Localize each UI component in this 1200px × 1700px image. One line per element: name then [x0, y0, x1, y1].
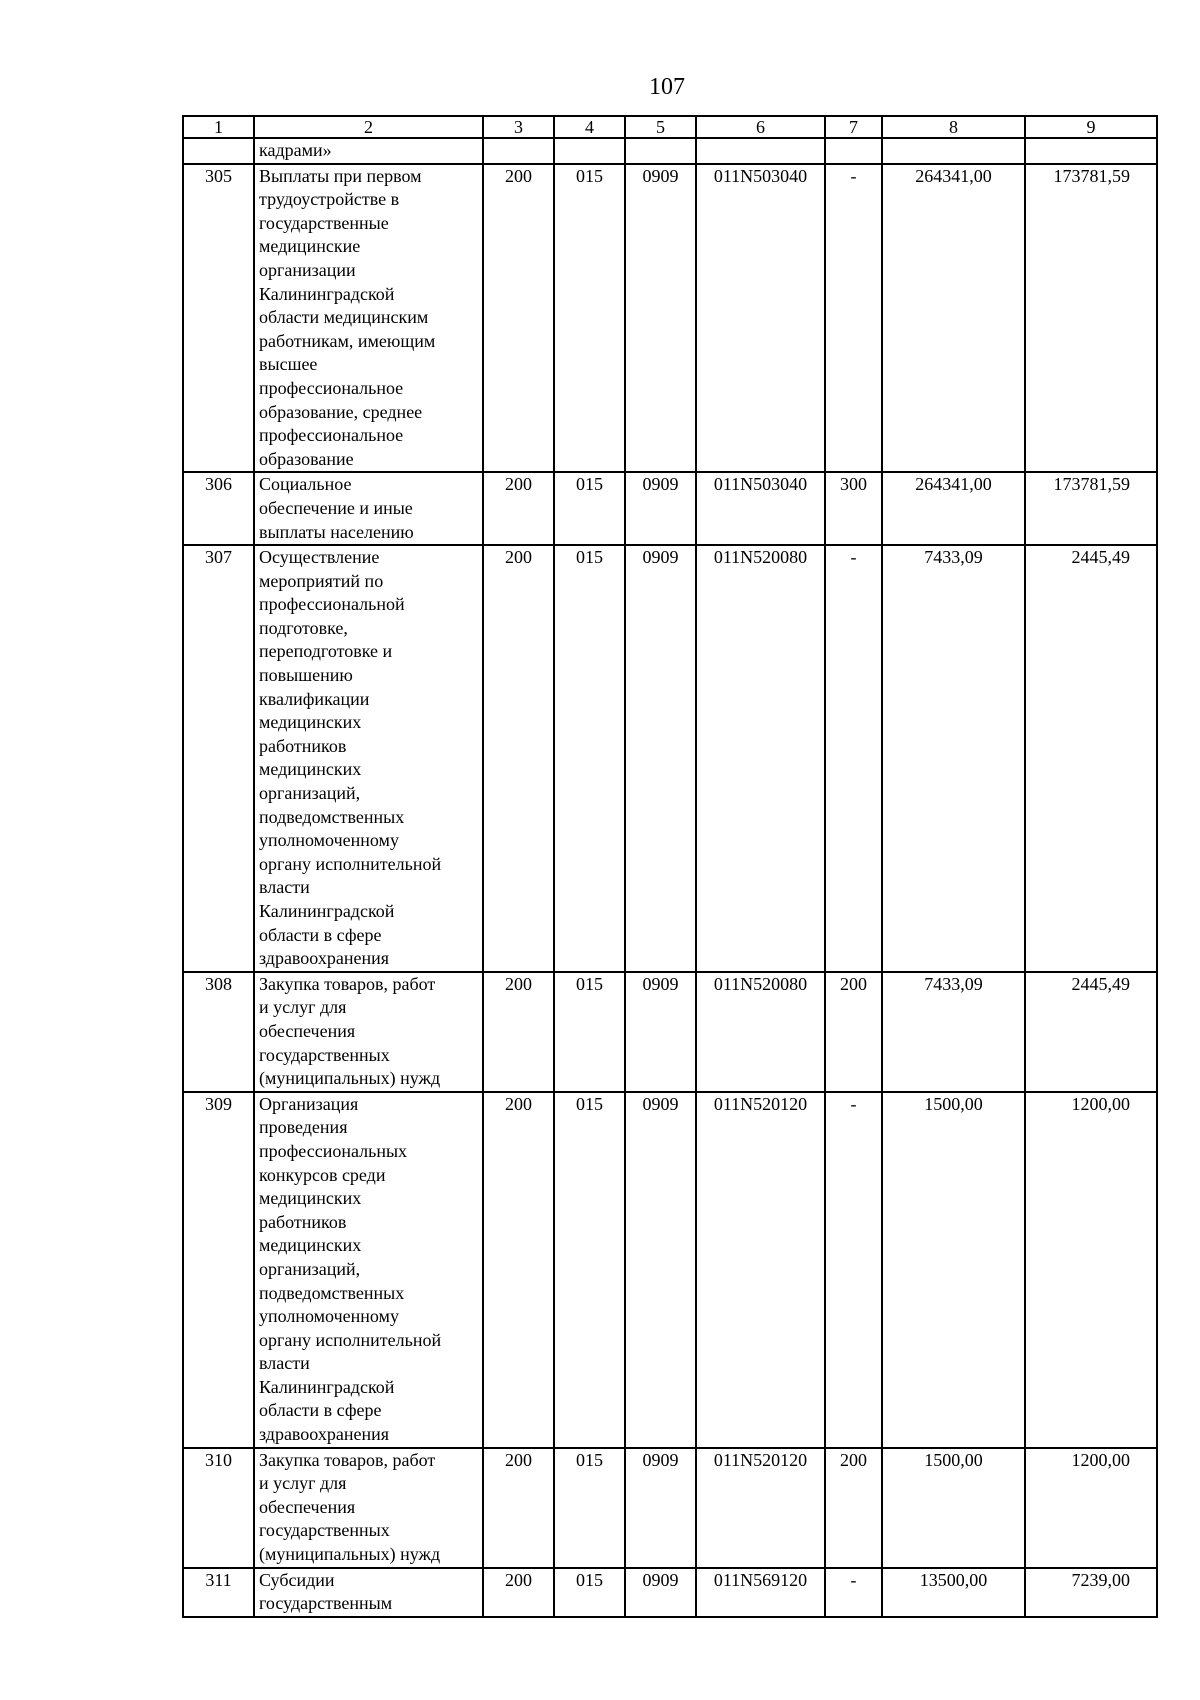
- row-name-line: обеспечения: [259, 1020, 356, 1041]
- cell-col4: 015: [554, 972, 625, 1092]
- row-name-line: государственных: [259, 1044, 390, 1065]
- row-name-line: подведомственных: [259, 1282, 405, 1303]
- row-name-line: медицинских: [259, 1235, 362, 1256]
- row-name-line: Субсидии: [259, 1569, 335, 1590]
- row-number: 306: [183, 472, 254, 545]
- row-name-line: переподготовке и: [259, 641, 393, 662]
- cell-col6: 011N520120: [696, 1092, 825, 1448]
- cell-col5: 0909: [625, 472, 696, 545]
- row-name-line: выплаты населению: [259, 521, 414, 542]
- cell-col6: 011N503040: [696, 164, 825, 473]
- cell-col3: 200: [483, 545, 554, 972]
- row-name-line: подведомственных: [259, 806, 405, 827]
- row-number: 310: [183, 1448, 254, 1568]
- cell-col7: -: [825, 1092, 882, 1448]
- row-name-line: квалификации: [259, 688, 370, 709]
- cell-col4: 015: [554, 472, 625, 545]
- cell-col4: 015: [554, 1092, 625, 1448]
- row-name-line: медицинских: [259, 759, 362, 780]
- row-name-line: государственным: [259, 1593, 393, 1614]
- cell-col5: 0909: [625, 545, 696, 972]
- header-cell: 5: [625, 116, 696, 138]
- row-name: [254, 545, 483, 972]
- cell-col6: 011N503040: [696, 472, 825, 545]
- page-number: 107: [649, 74, 685, 100]
- row-number: 311: [183, 1568, 254, 1617]
- row-name-line: Социальное: [259, 474, 352, 495]
- cell-col7: 300: [825, 472, 882, 545]
- row-name-line: работникам, имеющим: [259, 330, 436, 351]
- cell-col9: 1200,00: [1025, 1092, 1157, 1448]
- row-number: 307: [183, 545, 254, 972]
- row-name-line: области в сфере: [259, 1400, 382, 1421]
- cell-col8: 264341,00: [882, 472, 1025, 545]
- cell-col9: 1200,00: [1025, 1448, 1157, 1568]
- table-row: [183, 472, 1157, 545]
- row-name-line: мероприятий по: [259, 570, 384, 591]
- cell-col6: 011N520080: [696, 972, 825, 1092]
- row-name-line: здравоохранения: [259, 948, 390, 969]
- row-name-line: Калининградской: [259, 283, 395, 304]
- cell-col3: 200: [483, 472, 554, 545]
- row-name-line: профессиональных: [259, 1140, 408, 1161]
- row-name-line: власти: [259, 1353, 310, 1374]
- row-name: [254, 1092, 483, 1448]
- row-name-line: медицинских: [259, 1188, 362, 1209]
- row-name-line: органу исполнительной: [259, 1329, 442, 1350]
- cell-col5: 0909: [625, 1448, 696, 1568]
- table-row: [183, 1092, 1157, 1448]
- row-name-line: медицинских: [259, 712, 362, 733]
- header-cell: 9: [1025, 116, 1157, 138]
- cell-col6: 011N520080: [696, 545, 825, 972]
- cell-col8: 1500,00: [882, 1448, 1025, 1568]
- row-name-line: Закупка товаров, работ: [259, 973, 436, 994]
- table-row: [183, 164, 1157, 473]
- row-name-line: уполномоченному: [259, 830, 399, 851]
- cell-col3: 200: [483, 164, 554, 473]
- row-name: [254, 972, 483, 1092]
- cell-col7: 200: [825, 1448, 882, 1568]
- continuation-text: кадрами»: [254, 138, 483, 164]
- cell-col7: 200: [825, 972, 882, 1092]
- header-cell: 6: [696, 116, 825, 138]
- continuation-row: [183, 138, 1157, 164]
- table-row: [183, 545, 1157, 972]
- row-name-line: Закупка товаров, работ: [259, 1449, 436, 1470]
- header-cell: 4: [554, 116, 625, 138]
- row-name-line: государственных: [259, 1520, 390, 1541]
- table-row: [183, 972, 1157, 1092]
- table-row: [183, 1448, 1157, 1568]
- cell-col5: 0909: [625, 164, 696, 473]
- cell-col4: 015: [554, 545, 625, 972]
- row-name-line: повышению: [259, 665, 353, 686]
- row-name-line: проведения: [259, 1117, 348, 1138]
- budget-table: [182, 115, 1158, 1618]
- header-cell: 2: [254, 116, 483, 138]
- row-name-line: власти: [259, 877, 310, 898]
- cell-col8: 1500,00: [882, 1092, 1025, 1448]
- row-name-line: организаций,: [259, 783, 361, 804]
- header-cell: 8: [882, 116, 1025, 138]
- row-name-line: органу исполнительной: [259, 853, 442, 874]
- header-cell: 1: [183, 116, 254, 138]
- row-name-line: трудоустройстве в: [259, 189, 400, 210]
- row-name-line: Осуществление: [259, 547, 380, 568]
- cell-col9: 2445,49: [1025, 972, 1157, 1092]
- row-name-line: здравоохранения: [259, 1424, 390, 1445]
- row-name-line: и услуг для: [259, 1473, 347, 1494]
- row-name-line: профессиональной: [259, 594, 405, 615]
- cell-col9: 173781,59: [1025, 164, 1157, 473]
- row-name-line: работников: [259, 1211, 347, 1232]
- cell-col3: 200: [483, 972, 554, 1092]
- row-name-line: области в сфере: [259, 924, 382, 945]
- cell-col4: 015: [554, 1448, 625, 1568]
- cell-col3: 200: [483, 1092, 554, 1448]
- row-name-line: организаций,: [259, 1258, 361, 1279]
- row-name-line: конкурсов среди: [259, 1164, 386, 1185]
- cell-col5: 0909: [625, 1092, 696, 1448]
- row-name-line: работников: [259, 735, 347, 756]
- row-name-line: Организация: [259, 1093, 359, 1114]
- row-name: [254, 164, 483, 473]
- cell-col6: 011N569120: [696, 1568, 825, 1617]
- row-name: [254, 472, 483, 545]
- row-name-line: профессиональное: [259, 377, 404, 398]
- row-name-line: (муниципальных) нужд: [259, 1068, 441, 1089]
- header-cell: 3: [483, 116, 554, 138]
- cell-col6: 011N520120: [696, 1448, 825, 1568]
- cell-col9: 7239,00: [1025, 1568, 1157, 1617]
- row-name-line: Калининградской: [259, 901, 395, 921]
- cell-col3: 200: [483, 1448, 554, 1568]
- cell-col7: -: [825, 164, 882, 473]
- row-name-line: области медицинским: [259, 307, 429, 328]
- cell-col8: 7433,09: [882, 545, 1025, 972]
- cell-col5: 0909: [625, 972, 696, 1092]
- cell-col4: 015: [554, 164, 625, 473]
- cell-col3: 200: [483, 1568, 554, 1617]
- row-name: [254, 1568, 483, 1617]
- table-row: [183, 1568, 1157, 1617]
- row-name-line: подготовке,: [259, 617, 348, 638]
- row-name-line: Выплаты при первом: [259, 165, 422, 186]
- cell-col8: 7433,09: [882, 972, 1025, 1092]
- cell-col7: -: [825, 545, 882, 972]
- row-name-line: и услуг для: [259, 997, 347, 1018]
- row-name-line: обеспечение и иные: [259, 497, 413, 518]
- row-name-line: высшее: [259, 354, 318, 375]
- row-name: [254, 1448, 483, 1568]
- cell-col4: 015: [554, 1568, 625, 1617]
- row-name-line: медицинские: [259, 236, 361, 257]
- row-name-line: профессиональное: [259, 425, 404, 446]
- row-name-line: Калининградской: [259, 1376, 395, 1397]
- cell-col9: 173781,59: [1025, 472, 1157, 545]
- cell-col8: 13500,00: [882, 1568, 1025, 1617]
- cell-col7: -: [825, 1568, 882, 1617]
- cell-col5: 0909: [625, 1568, 696, 1617]
- row-name-line: уполномоченному: [259, 1306, 399, 1327]
- row-name-line: государственные: [259, 212, 389, 233]
- row-number: 308: [183, 972, 254, 1092]
- row-name-line: образование: [259, 448, 354, 469]
- row-name-line: образование, среднее: [259, 401, 423, 422]
- cell-col8: 264341,00: [882, 164, 1025, 473]
- row-number: 305: [183, 164, 254, 473]
- row-name-line: (муниципальных) нужд: [259, 1544, 441, 1565]
- row-number: 309: [183, 1092, 254, 1448]
- row-name-line: организации: [259, 259, 356, 280]
- header-row: [183, 116, 1157, 138]
- cell-col9: 2445,49: [1025, 545, 1157, 972]
- row-name-line: обеспечения: [259, 1496, 356, 1517]
- header-cell: 7: [825, 116, 882, 138]
